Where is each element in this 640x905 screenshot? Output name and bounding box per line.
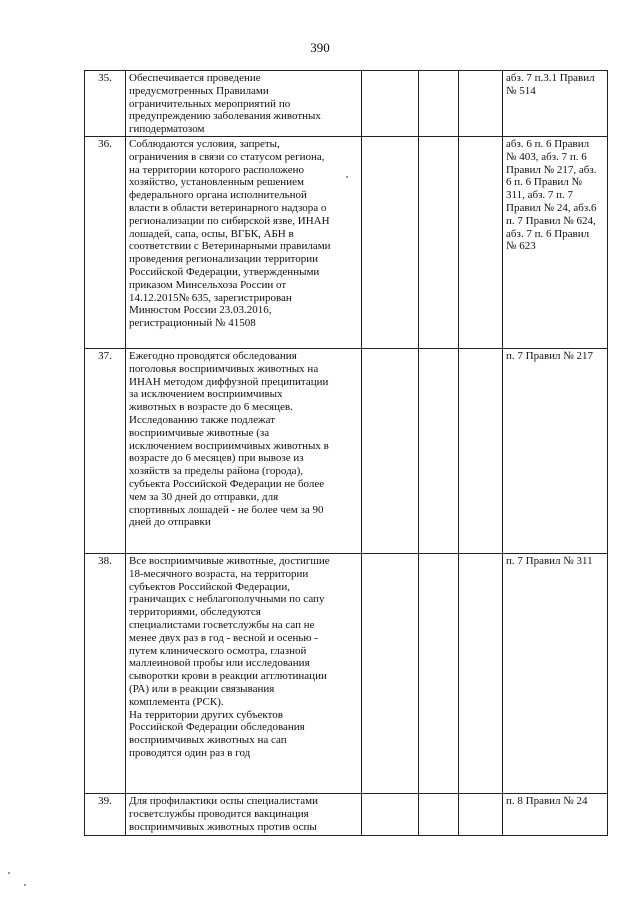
answer-cell-yes — [362, 348, 419, 553]
answer-cell-no — [419, 348, 459, 553]
answer-cell-no — [419, 793, 459, 835]
table-row — [85, 348, 608, 553]
answer-cell-yes — [362, 136, 419, 348]
row-number: 39. — [85, 793, 126, 835]
requirement-text: Для профилактики оспы специалистами госветслужбы проводится вакцинация восприимчивых животных против оспы — [126, 793, 362, 835]
answer-cell-no — [419, 71, 459, 137]
requirement-text: Ежегодно проводятся обследования поголовья восприимчивых животных на ИНАН методом диффузной преципитации за исключением восприимчивых животных в возрасте до 6 месяцев. Исследованию также подлежат восприимчивые животные (за исключением восприимчивых животных в возрасте до 6 месяцев) при вывозе из хозяйств за пределы района (города), субъекта Российской Федерации не более чем за 30 дней до отправки, для спортивных лошадей - не более чем за 90 дней до отправки — [126, 348, 362, 553]
table-row — [85, 553, 608, 793]
legal-reference: абз. 7 п.3.1 Правил № 514 — [503, 71, 608, 137]
scan-speck — [24, 884, 26, 886]
answer-cell-na — [459, 71, 503, 137]
legal-reference: п. 8 Правил № 24 — [503, 793, 608, 835]
row-number: 35. — [85, 71, 126, 137]
legal-reference: абз. 6 п. 6 Правил № 403, абз. 7 п. 6 Правил № 217, абз. 6 п. 6 Правил № 311, абз. 7 п. 7 Правил № 24, абз.6 п. 7 Правил № 624, абз. 7 п. 6 Правил № 623 — [503, 136, 608, 348]
answer-cell-yes — [362, 71, 419, 137]
requirement-text: Обеспечивается проведение предусмотренных Правилами ограничительных мероприятий по предупреждению заболевания животных гиподерматозом — [126, 71, 362, 137]
answer-cell-na — [459, 136, 503, 348]
legal-reference: п. 7 Правил № 311 — [503, 553, 608, 793]
answer-cell-yes — [362, 553, 419, 793]
row-number: 37. — [85, 348, 126, 553]
requirement-text: Соблюдаются условия, запреты, ограничения в связи со статусом региона, на территории которого расположено хозяйство, установленным решением федерального органа исполнительной власти в области ветеринарного надзора о регионализации по сибирской язве, ИНАН лошадей, сапа, оспы, ВГБК, АБН в соответствии с Ветеринарными правилами проведения регионализации территории Российской Федерации, утвержденными приказом Минсельхоза России от 14.12.2015№ 635, зарегистрирован Минюстом России 23.03.2016, регистрационный № 41508 — [126, 136, 362, 348]
table-row — [85, 793, 608, 835]
requirement-text: Все восприимчивые животные, достигшие 18-месячного возраста, на территории субъектов Российской Федерации, граничащих с неблагополучными по сапу территориями, обследуются специалистами госветслужбы на сап не менее двух раз в год - весной и осенью - путем клинического осмотра, глазной маллеиновой пробы или исследования сыворотки крови в реакции агглютинации (РА) или в реакции связывания комплемента (РСК). На территории других субъектов Российской Федерации обследования восприимчивых животных на сап проводятся один раз в год — [126, 553, 362, 793]
answer-cell-na — [459, 553, 503, 793]
answer-cell-na — [459, 793, 503, 835]
requirements-table — [84, 70, 608, 836]
row-number: 38. — [85, 553, 126, 793]
answer-cell-no — [419, 136, 459, 348]
legal-reference: п. 7 Правил № 217 — [503, 348, 608, 553]
page-number: 390 — [310, 40, 330, 55]
table-row — [85, 71, 608, 137]
answer-cell-na — [459, 348, 503, 553]
row-number: 36. — [85, 136, 126, 348]
answer-cell-no — [419, 553, 459, 793]
table-row — [85, 136, 608, 348]
scan-speck — [346, 176, 348, 178]
scan-speck — [8, 872, 10, 874]
answer-cell-yes — [362, 793, 419, 835]
